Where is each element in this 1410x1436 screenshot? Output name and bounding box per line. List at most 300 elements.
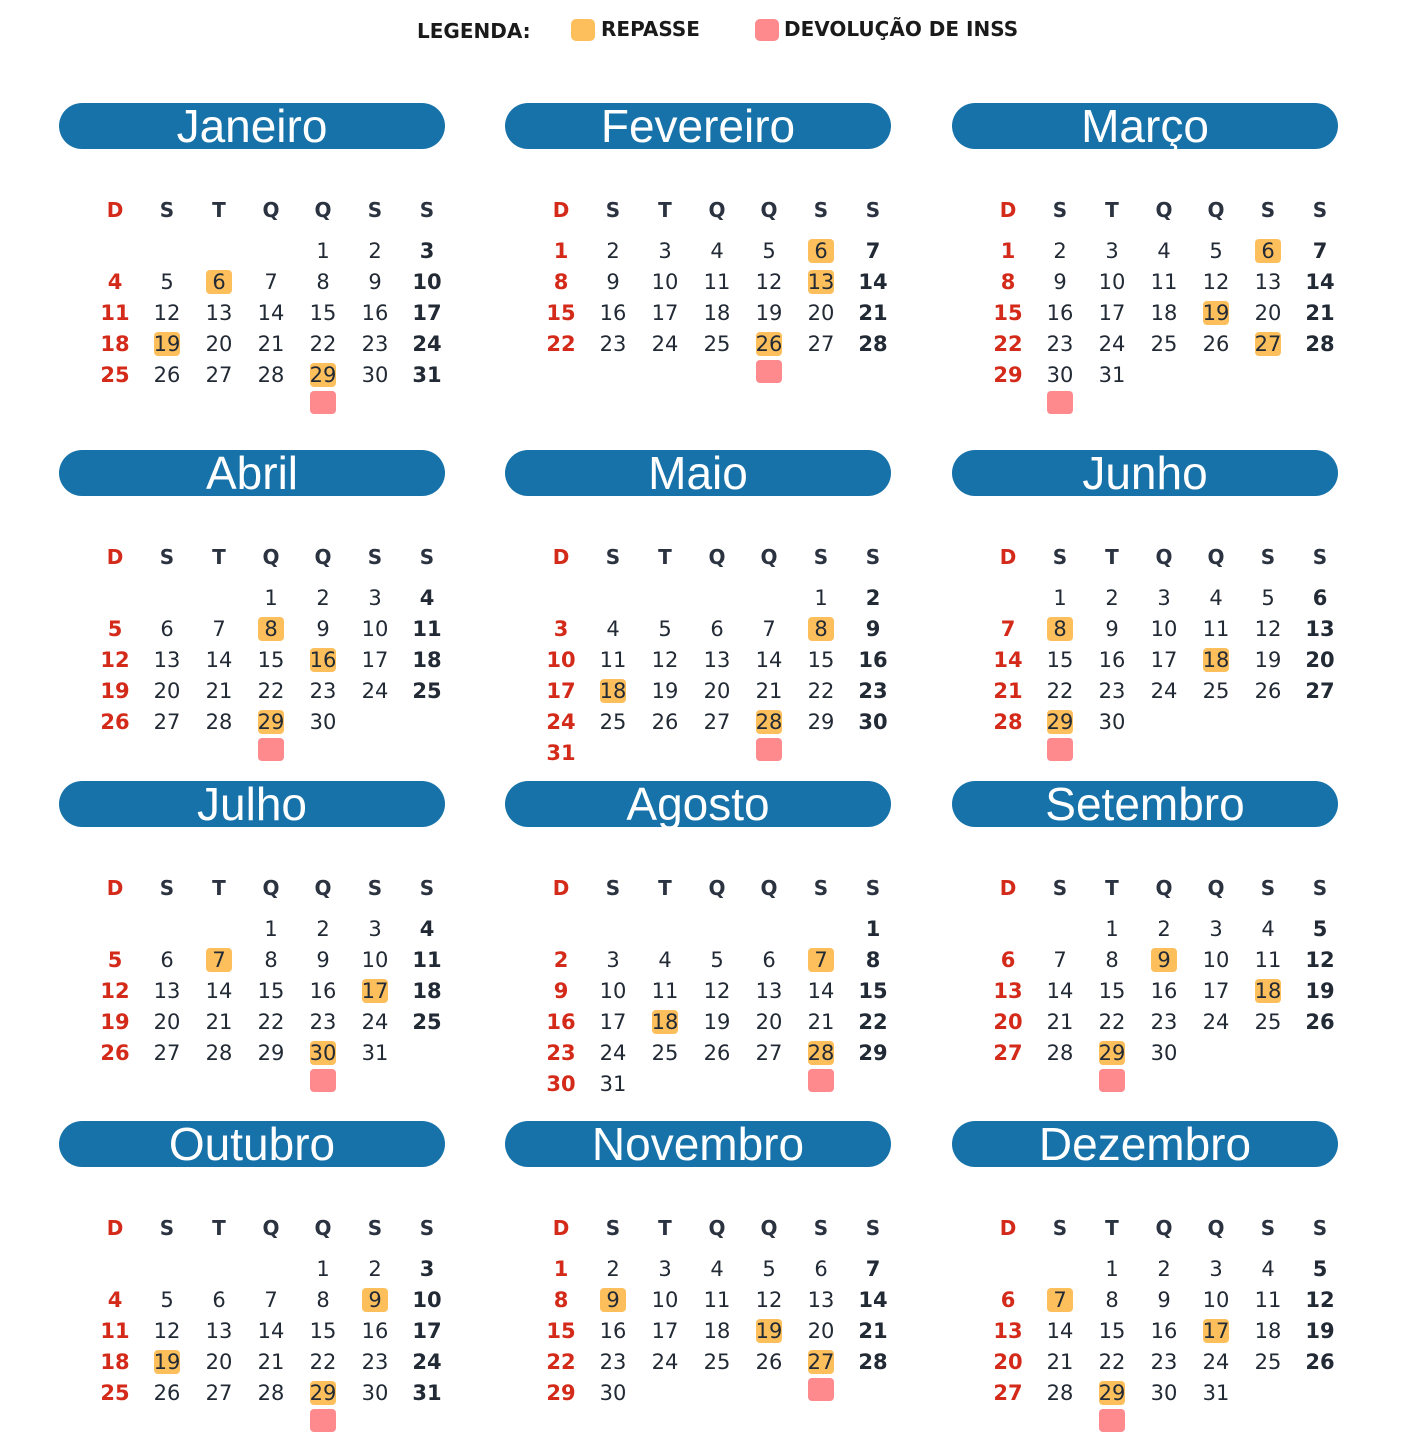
day-number: 1 xyxy=(264,586,278,610)
day-number: 14 xyxy=(858,1288,888,1312)
day-number: 5 xyxy=(107,948,123,972)
day-number: 28 xyxy=(1305,332,1335,356)
day-cell xyxy=(245,583,297,613)
day-number: 11 xyxy=(100,1319,130,1343)
day-cell xyxy=(89,1007,141,1037)
day-cell xyxy=(1138,1347,1190,1377)
day-cell xyxy=(193,298,245,328)
day-cell xyxy=(982,707,1034,737)
day-cell xyxy=(639,267,691,297)
day-number: 8 xyxy=(865,948,881,972)
day-cell xyxy=(691,267,743,297)
day-number: 25 xyxy=(703,332,731,356)
day-number: 15 xyxy=(858,979,888,1003)
day-cell xyxy=(1034,329,1086,359)
day-number: 2 xyxy=(368,1257,382,1281)
weekday-label: S xyxy=(367,545,383,569)
day-number: 5 xyxy=(658,617,672,641)
day-number: 5 xyxy=(160,1288,174,1312)
day-cell xyxy=(743,1285,795,1315)
day-cell xyxy=(1138,676,1190,706)
day-cell xyxy=(795,236,847,266)
day-cell xyxy=(89,1316,141,1346)
month-title: Abril xyxy=(59,450,445,496)
day-cell xyxy=(847,1038,899,1068)
day-number: 24 xyxy=(1098,332,1126,356)
day-number: 8 xyxy=(553,270,569,294)
day-number: 5 xyxy=(710,948,724,972)
weekday-label: T xyxy=(658,198,672,222)
day-number: 8 xyxy=(553,1288,569,1312)
day-cell xyxy=(535,1285,587,1315)
day-number: 20 xyxy=(153,679,181,703)
inss-marker xyxy=(808,1069,834,1092)
day-number: 19 xyxy=(153,1350,181,1374)
day-number: 9 xyxy=(368,270,382,294)
day-number: 22 xyxy=(993,332,1023,356)
day-number: 1 xyxy=(316,1257,330,1281)
month-title: Setembro xyxy=(952,781,1338,827)
day-cell xyxy=(245,1316,297,1346)
day-cell xyxy=(639,1007,691,1037)
day-cell xyxy=(401,945,453,975)
day-number: 29 xyxy=(858,1041,888,1065)
day-cell xyxy=(847,1285,899,1315)
day-cell xyxy=(743,976,795,1006)
day-cell xyxy=(587,236,639,266)
day-number: 27 xyxy=(205,363,233,387)
day-cell xyxy=(535,945,587,975)
weekday-label: T xyxy=(658,1216,672,1240)
weekday-label: D xyxy=(999,1216,1017,1240)
day-cell xyxy=(141,707,193,737)
day-cell xyxy=(1242,267,1294,297)
weekday-label: Q xyxy=(708,876,726,900)
day-cell xyxy=(1190,945,1242,975)
day-number: 31 xyxy=(412,1381,442,1405)
day-cell xyxy=(743,945,795,975)
day-number: 31 xyxy=(599,1072,627,1096)
day-cell xyxy=(1294,1254,1346,1284)
day-cell xyxy=(743,1347,795,1377)
day-cell xyxy=(847,976,899,1006)
day-cell xyxy=(1138,298,1190,328)
day-cell xyxy=(982,267,1034,297)
day-number: 7 xyxy=(212,617,226,641)
weekday-label: S xyxy=(1260,545,1276,569)
day-number: 5 xyxy=(762,1257,776,1281)
day-number: 18 xyxy=(1202,648,1230,672)
day-cell xyxy=(401,583,453,613)
day-number: 6 xyxy=(1312,586,1328,610)
day-cell xyxy=(795,267,847,297)
day-cell xyxy=(401,1007,453,1037)
day-cell xyxy=(691,1316,743,1346)
day-cell xyxy=(691,329,743,359)
day-number: 26 xyxy=(755,332,783,356)
day-cell xyxy=(1294,945,1346,975)
weekday-label: D xyxy=(552,198,570,222)
day-cell xyxy=(1242,614,1294,644)
day-cell xyxy=(297,267,349,297)
day-number: 22 xyxy=(807,679,835,703)
day-cell xyxy=(89,645,141,675)
day-number: 28 xyxy=(755,710,783,734)
day-number: 26 xyxy=(100,1041,130,1065)
day-cell xyxy=(1034,1316,1086,1346)
day-number: 28 xyxy=(858,332,888,356)
day-number: 4 xyxy=(1261,1257,1275,1281)
day-cell xyxy=(1034,236,1086,266)
day-cell xyxy=(1086,329,1138,359)
day-number: 20 xyxy=(993,1350,1023,1374)
day-cell xyxy=(245,914,297,944)
day-cell xyxy=(245,707,297,737)
day-cell xyxy=(141,976,193,1006)
day-cell xyxy=(1190,645,1242,675)
day-number: 22 xyxy=(257,679,285,703)
day-cell xyxy=(743,1007,795,1037)
day-number: 30 xyxy=(309,1041,337,1065)
day-cell xyxy=(89,267,141,297)
day-cell xyxy=(587,676,639,706)
day-cell xyxy=(535,236,587,266)
day-cell xyxy=(847,1347,899,1377)
day-cell xyxy=(89,360,141,390)
day-cell xyxy=(141,1285,193,1315)
day-cell xyxy=(847,707,899,737)
day-cell xyxy=(141,945,193,975)
day-number: 14 xyxy=(807,979,835,1003)
day-number: 8 xyxy=(814,617,828,641)
day-cell xyxy=(743,298,795,328)
day-cell xyxy=(349,945,401,975)
day-cell xyxy=(795,645,847,675)
day-cell xyxy=(1190,1378,1242,1408)
day-cell xyxy=(193,945,245,975)
day-number: 17 xyxy=(651,301,679,325)
day-number: 8 xyxy=(316,270,330,294)
inss-marker xyxy=(1047,391,1073,414)
day-number: 26 xyxy=(703,1041,731,1065)
day-number: 10 xyxy=(412,270,442,294)
day-number: 6 xyxy=(160,617,174,641)
day-cell xyxy=(349,676,401,706)
day-number: 16 xyxy=(599,1319,627,1343)
day-cell xyxy=(639,236,691,266)
day-cell xyxy=(982,1007,1034,1037)
day-number: 31 xyxy=(1098,363,1126,387)
day-cell xyxy=(982,1316,1034,1346)
day-cell xyxy=(349,914,401,944)
day-cell xyxy=(795,1285,847,1315)
day-cell xyxy=(89,614,141,644)
day-number: 14 xyxy=(257,1319,285,1343)
day-number: 11 xyxy=(1254,948,1282,972)
day-cell xyxy=(1138,1316,1190,1346)
day-number: 23 xyxy=(361,332,389,356)
day-number: 17 xyxy=(1202,1319,1230,1343)
weekday-label: T xyxy=(658,876,672,900)
weekday-label: D xyxy=(106,876,124,900)
day-number: 21 xyxy=(858,301,888,325)
day-number: 4 xyxy=(1261,917,1275,941)
weekday-label: S xyxy=(1052,1216,1068,1240)
legend-inss-label: DEVOLUÇÃO DE INSS xyxy=(784,17,1019,41)
day-number: 22 xyxy=(309,332,337,356)
day-cell xyxy=(297,1316,349,1346)
day-cell xyxy=(639,645,691,675)
day-number: 29 xyxy=(993,363,1023,387)
day-cell xyxy=(982,945,1034,975)
day-cell xyxy=(89,976,141,1006)
day-cell xyxy=(587,1285,639,1315)
day-number: 20 xyxy=(205,1350,233,1374)
weekday-label: D xyxy=(106,545,124,569)
day-cell xyxy=(587,645,639,675)
weekday-label: S xyxy=(605,545,621,569)
day-number: 6 xyxy=(814,239,828,263)
day-number: 7 xyxy=(1312,239,1328,263)
day-cell xyxy=(795,707,847,737)
day-number: 31 xyxy=(361,1041,389,1065)
day-cell xyxy=(639,329,691,359)
day-number: 11 xyxy=(1150,270,1178,294)
day-number: 22 xyxy=(546,332,576,356)
day-number: 10 xyxy=(361,617,389,641)
month-title: Janeiro xyxy=(59,103,445,149)
day-number: 26 xyxy=(1305,1010,1335,1034)
day-cell xyxy=(141,1378,193,1408)
day-number: 14 xyxy=(755,648,783,672)
day-cell xyxy=(1190,1347,1242,1377)
day-cell xyxy=(1242,914,1294,944)
day-number: 31 xyxy=(1202,1381,1230,1405)
day-number: 6 xyxy=(1261,239,1275,263)
day-number: 2 xyxy=(606,239,620,263)
day-cell xyxy=(1034,298,1086,328)
day-number: 3 xyxy=(419,1257,435,1281)
day-number: 2 xyxy=(606,1257,620,1281)
day-cell xyxy=(89,1285,141,1315)
day-number: 1 xyxy=(814,586,828,610)
day-cell xyxy=(1242,645,1294,675)
weekday-label: Q xyxy=(1207,876,1225,900)
day-number: 27 xyxy=(993,1041,1023,1065)
day-number: 28 xyxy=(1046,1041,1074,1065)
day-number: 5 xyxy=(1209,239,1223,263)
day-number: 11 xyxy=(412,948,442,972)
day-number: 19 xyxy=(1202,301,1230,325)
day-cell xyxy=(639,1254,691,1284)
day-number: 30 xyxy=(1150,1041,1178,1065)
day-cell xyxy=(401,1347,453,1377)
day-cell xyxy=(245,1378,297,1408)
day-cell xyxy=(1294,976,1346,1006)
weekday-label: S xyxy=(605,1216,621,1240)
day-cell xyxy=(1242,1347,1294,1377)
day-number: 6 xyxy=(762,948,776,972)
day-number: 14 xyxy=(257,301,285,325)
day-number: 4 xyxy=(710,239,724,263)
day-number: 27 xyxy=(1305,679,1335,703)
day-number: 19 xyxy=(153,332,181,356)
day-cell xyxy=(587,1007,639,1037)
day-cell xyxy=(1190,1285,1242,1315)
day-cell xyxy=(982,1378,1034,1408)
day-number: 9 xyxy=(606,270,620,294)
day-cell xyxy=(1294,676,1346,706)
day-number: 4 xyxy=(658,948,672,972)
day-cell xyxy=(349,236,401,266)
day-cell xyxy=(245,676,297,706)
day-cell xyxy=(1138,614,1190,644)
day-cell xyxy=(349,1038,401,1068)
day-number: 6 xyxy=(814,1257,828,1281)
day-number: 3 xyxy=(658,239,672,263)
weekday-label: S xyxy=(1312,876,1328,900)
day-cell xyxy=(691,676,743,706)
day-cell xyxy=(795,1254,847,1284)
weekday-label: S xyxy=(813,545,829,569)
day-cell xyxy=(1294,1316,1346,1346)
day-number: 30 xyxy=(361,363,389,387)
day-number: 16 xyxy=(361,1319,389,1343)
weekday-label: D xyxy=(999,198,1017,222)
day-number: 12 xyxy=(100,979,130,1003)
day-cell xyxy=(1294,329,1346,359)
day-cell xyxy=(1190,583,1242,613)
day-cell xyxy=(1086,976,1138,1006)
day-cell xyxy=(1294,614,1346,644)
day-cell xyxy=(297,1378,349,1408)
day-number: 13 xyxy=(807,1288,835,1312)
day-number: 5 xyxy=(107,617,123,641)
weekday-label: Q xyxy=(1207,545,1225,569)
day-cell xyxy=(535,614,587,644)
day-cell xyxy=(1086,676,1138,706)
day-number: 27 xyxy=(807,332,835,356)
day-cell xyxy=(982,1347,1034,1377)
weekday-label: Q xyxy=(314,1216,332,1240)
inss-marker xyxy=(1099,1409,1125,1432)
weekday-label: S xyxy=(159,545,175,569)
day-cell xyxy=(245,1038,297,1068)
weekday-label: S xyxy=(367,198,383,222)
day-cell xyxy=(1242,676,1294,706)
day-cell xyxy=(401,645,453,675)
month-title: Junho xyxy=(952,450,1338,496)
day-cell xyxy=(1086,1038,1138,1068)
day-number: 4 xyxy=(1157,239,1171,263)
day-cell xyxy=(847,583,899,613)
day-number: 18 xyxy=(703,1319,731,1343)
day-number: 11 xyxy=(703,270,731,294)
day-cell xyxy=(847,676,899,706)
day-number: 18 xyxy=(1254,1319,1282,1343)
inss-marker xyxy=(310,391,336,414)
day-cell xyxy=(639,1038,691,1068)
day-number: 16 xyxy=(1150,1319,1178,1343)
day-cell xyxy=(691,645,743,675)
month-title: Novembro xyxy=(505,1121,891,1167)
day-cell xyxy=(401,1285,453,1315)
day-number: 2 xyxy=(865,586,881,610)
day-number: 20 xyxy=(703,679,731,703)
repasse-swatch xyxy=(571,19,595,41)
day-number: 16 xyxy=(599,301,627,325)
day-cell xyxy=(691,614,743,644)
day-cell xyxy=(743,1038,795,1068)
day-number: 25 xyxy=(651,1041,679,1065)
day-cell xyxy=(1242,1254,1294,1284)
weekday-label: S xyxy=(1052,876,1068,900)
day-number: 9 xyxy=(865,617,881,641)
day-number: 16 xyxy=(309,648,337,672)
weekday-label: S xyxy=(1312,198,1328,222)
day-number: 14 xyxy=(1305,270,1335,294)
day-cell xyxy=(193,1007,245,1037)
day-number: 26 xyxy=(1202,332,1230,356)
day-number: 24 xyxy=(651,1350,679,1374)
day-cell xyxy=(587,945,639,975)
day-number: 26 xyxy=(100,710,130,734)
weekday-label: S xyxy=(813,198,829,222)
day-number: 9 xyxy=(1157,948,1171,972)
day-number: 7 xyxy=(814,948,828,972)
day-number: 4 xyxy=(419,586,435,610)
day-cell xyxy=(349,976,401,1006)
day-number: 13 xyxy=(1305,617,1335,641)
inss-marker xyxy=(258,738,284,761)
day-cell xyxy=(1242,1285,1294,1315)
day-cell xyxy=(245,645,297,675)
day-cell xyxy=(1190,614,1242,644)
weekday-label: Q xyxy=(262,545,280,569)
weekday-label: S xyxy=(419,876,435,900)
day-cell xyxy=(847,267,899,297)
day-number: 20 xyxy=(1305,648,1335,672)
day-number: 15 xyxy=(546,1319,576,1343)
day-number: 8 xyxy=(264,948,278,972)
weekday-label: Q xyxy=(708,545,726,569)
day-number: 5 xyxy=(1261,586,1275,610)
day-number: 14 xyxy=(205,648,233,672)
day-number: 6 xyxy=(160,948,174,972)
day-cell xyxy=(349,267,401,297)
day-cell xyxy=(193,976,245,1006)
day-cell xyxy=(1034,583,1086,613)
day-number: 17 xyxy=(599,1010,627,1034)
day-number: 4 xyxy=(107,1288,123,1312)
month-title: Março xyxy=(952,103,1338,149)
day-number: 14 xyxy=(1046,979,1074,1003)
day-cell xyxy=(141,645,193,675)
day-number: 11 xyxy=(1254,1288,1282,1312)
day-number: 1 xyxy=(1105,917,1119,941)
weekday-label: D xyxy=(106,1216,124,1240)
day-number: 16 xyxy=(546,1010,576,1034)
day-number: 24 xyxy=(599,1041,627,1065)
day-number: 26 xyxy=(755,1350,783,1374)
weekday-label: S xyxy=(419,545,435,569)
day-number: 3 xyxy=(1157,586,1171,610)
day-number: 13 xyxy=(153,648,181,672)
day-number: 13 xyxy=(993,1319,1023,1343)
day-cell xyxy=(743,707,795,737)
day-cell xyxy=(535,976,587,1006)
day-cell xyxy=(401,976,453,1006)
